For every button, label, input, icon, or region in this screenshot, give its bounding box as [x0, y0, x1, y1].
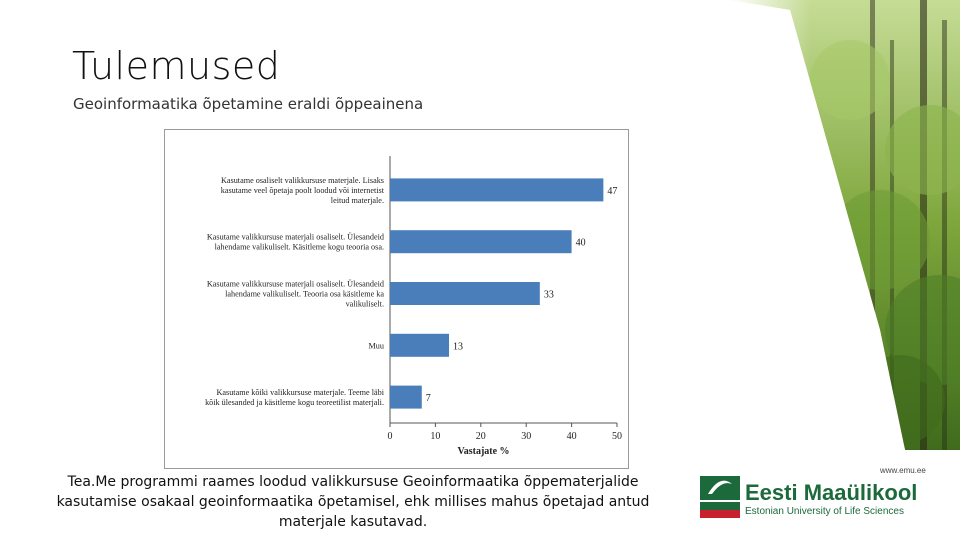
- logo-subtitle: Estonian University of Life Sciences: [745, 506, 904, 517]
- category-label-4-1: kõik ülesanded ja käsitleme kogu teoreetilist materjali.: [205, 398, 384, 408]
- x-tick-label-30: 30: [521, 431, 532, 442]
- forest-image: [730, 0, 960, 450]
- logo-name: Eesti Maaülikool: [745, 480, 918, 505]
- category-label-2-0: Kasutame valikkursuse materjali osaliselt. Ülesandeid: [206, 279, 384, 289]
- data-label-0: 47: [607, 185, 618, 197]
- logo-url: www.emu.ee: [880, 466, 926, 475]
- category-label-2-2: valikuliselt.: [345, 299, 384, 309]
- bar-2: [390, 282, 540, 305]
- data-label-1: 40: [575, 237, 586, 249]
- x-tick-label-0: 0: [387, 431, 393, 442]
- bar-chart-svg: [165, 130, 630, 470]
- slide-subtitle: Geoinformaatika õpetamine eraldi õppeainena: [73, 95, 424, 113]
- chart-caption: Tea.Me programmi raames loodud valikkursuse Geoinformaatika õppematerjalide kasutamise osakaal geoinformaatika õpetamisel, ehk millises mahus õpetajad antud materjale kasutavad.: [56, 474, 650, 530]
- bar-chart: [164, 129, 629, 469]
- x-tick-label-40: 40: [566, 431, 577, 442]
- data-label-4: 7: [425, 393, 431, 405]
- bar-1: [390, 230, 572, 253]
- data-label-3: 13: [453, 341, 464, 353]
- category-label-0-2: leitud materjale.: [330, 195, 384, 205]
- bar-4: [390, 386, 422, 409]
- x-tick-label-50: 50: [612, 431, 622, 442]
- category-label-1-0: Kasutame valikkursuse materjali osaliselt. Ülesandeid: [206, 232, 384, 242]
- bar-3: [390, 334, 449, 357]
- category-label-4-0: Kasutame kõiki valikkursuse materjale. Teeme läbi: [216, 388, 384, 398]
- bar-0: [390, 178, 603, 201]
- category-label-3-0: Muu: [368, 341, 384, 351]
- slide-title: Tulemused: [72, 44, 281, 88]
- category-label-0-1: kasutame veel õpetaja poolt loodud või internetist: [220, 185, 384, 195]
- category-label-1-1: lahendame valikuliselt. Käsitleme kogu teooria osa.: [214, 242, 384, 252]
- category-label-0-0: Kasutame osaliselt valikkursuse materjale. Lisaks: [220, 175, 384, 185]
- category-label-2-1: lahendame valikuliselt. Teooria osa käsitleme ka: [225, 289, 384, 299]
- x-tick-label-10: 10: [430, 431, 441, 442]
- data-label-2: 33: [543, 289, 554, 301]
- x-tick-label-20: 20: [475, 431, 486, 442]
- x-axis-title: Vastajate %: [457, 446, 510, 457]
- university-logo: [700, 466, 940, 526]
